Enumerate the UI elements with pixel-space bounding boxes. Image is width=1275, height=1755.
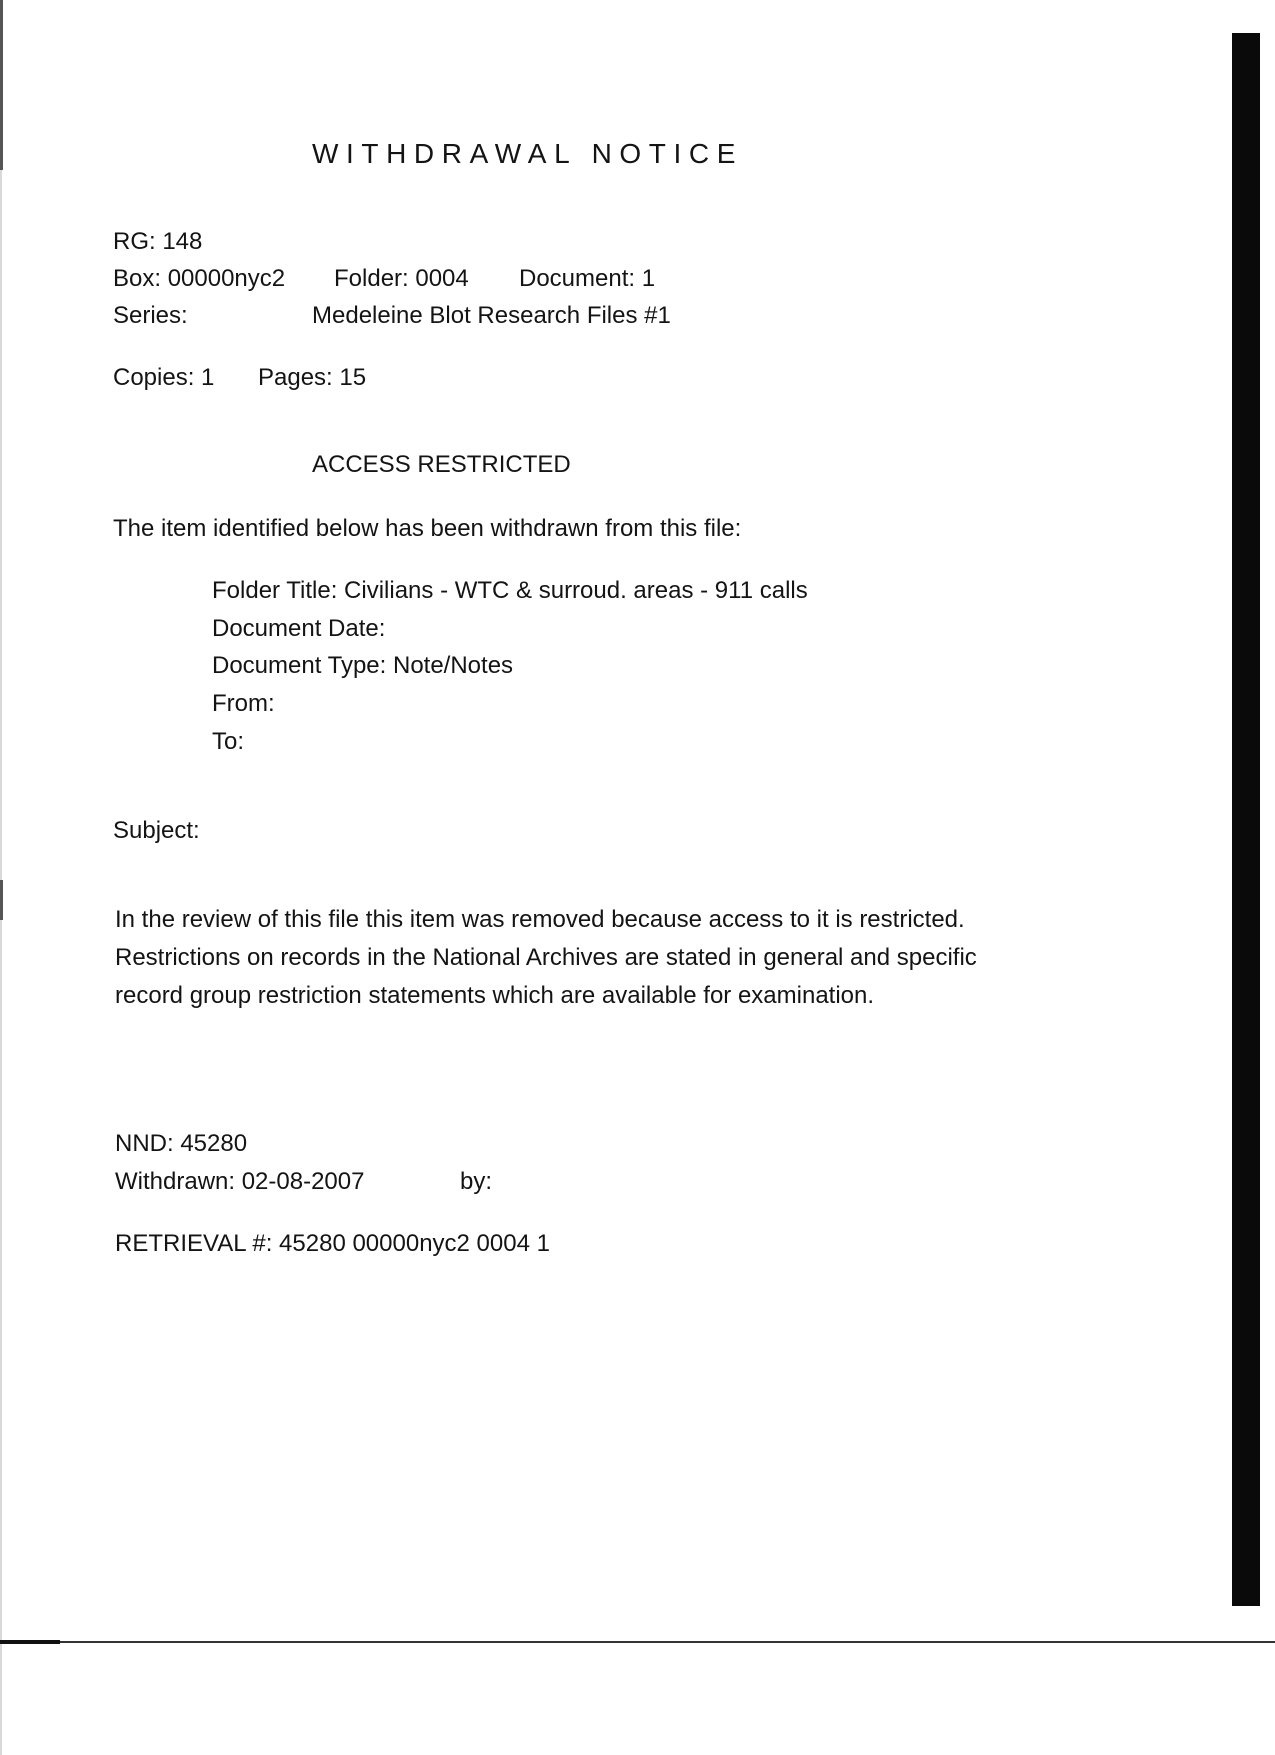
document-type-field: Document Type: Note/Notes (212, 652, 514, 679)
rg-line: RG: 148 (113, 228, 203, 255)
scan-left-edge (0, 0, 2, 1755)
access-restricted-heading: ACCESS RESTRICTED (312, 451, 571, 478)
copies-field: Copies: 1 (113, 364, 215, 391)
pages-field: Pages: 15 (258, 364, 367, 391)
box-field: Box: 00000nyc2 (113, 265, 286, 292)
subject-field: Subject: (113, 817, 200, 844)
scan-mark (0, 880, 3, 920)
document-date-field: Document Date: (212, 615, 386, 642)
scan-margin-bar (1232, 33, 1260, 1606)
nnd-field: NND: 45280 (115, 1130, 248, 1157)
from-field: From: (212, 690, 275, 717)
scan-fold-mark (0, 1640, 60, 1644)
scan-fold-line (0, 1641, 1275, 1643)
withdrawn-date-field: Withdrawn: 02-08-2007 (115, 1168, 365, 1195)
scan-mark (0, 0, 3, 170)
retrieval-number: RETRIEVAL #: 45280 00000nyc2 0004 1 (115, 1230, 550, 1257)
folder-title-field: Folder Title: Civilians - WTC & surroud. areas - 911 calls (212, 577, 808, 604)
withdrawn-intro: The item identified below has been withdrawn from this file: (113, 515, 742, 542)
withdrawn-by-field: by: (460, 1168, 493, 1195)
review-paragraph: In the review of this file this item was removed because access to it is restricted. Restrictions on records in the National Archives are stated in general and specific record group restriction statements which are available for examination. (115, 906, 977, 1009)
series-value: Medeleine Blot Research Files #1 (312, 302, 671, 329)
document-field: Document: 1 (519, 265, 656, 292)
series-label: Series: (113, 302, 188, 329)
notice-title: WITHDRAWAL NOTICE (312, 138, 743, 169)
to-field: To: (212, 728, 245, 755)
folder-field: Folder: 0004 (334, 265, 469, 292)
